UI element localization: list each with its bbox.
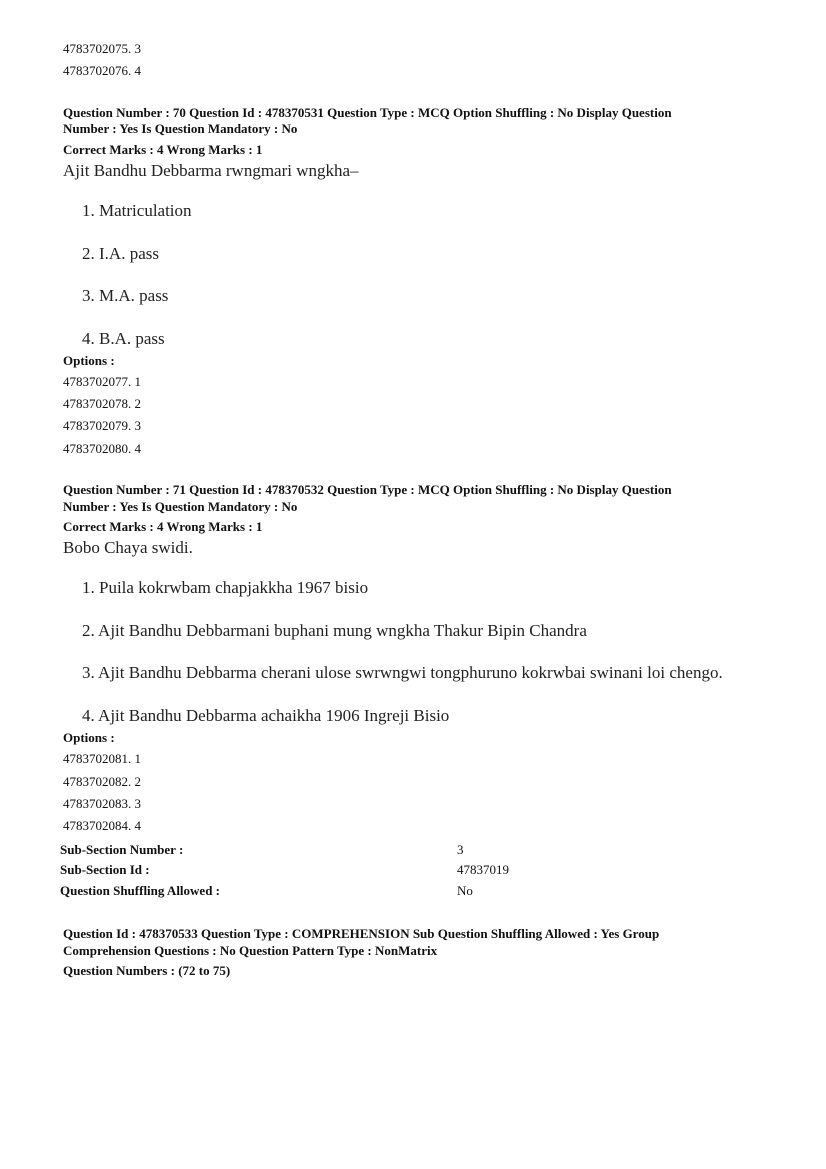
question-text: Bobo Chaya swidi. <box>63 538 193 557</box>
question-shuffling-value: No <box>457 883 473 898</box>
option-row: 4783702079. 3 <box>63 418 141 433</box>
answer-choice: 4. Ajit Bandhu Debbarma achaikha 1906 Ingreji Bisio <box>82 706 450 725</box>
answer-choice: 1. Matriculation <box>82 201 192 220</box>
question-text: Ajit Bandhu Debbarma rwngmari wngkha– <box>63 161 359 180</box>
question-header-line2: Number : Yes Is Question Mandatory : No <box>63 121 298 136</box>
option-row: 4783702075. 3 <box>63 41 141 56</box>
comprehension-question-numbers: Question Numbers : (72 to 75) <box>63 963 231 978</box>
question-marks: Correct Marks : 4 Wrong Marks : 1 <box>63 142 263 157</box>
answer-choice: 4. B.A. pass <box>82 329 165 348</box>
option-row: 4783702076. 4 <box>63 63 141 78</box>
comprehension-line2: Comprehension Questions : No Question Pattern Type : NonMatrix <box>63 943 438 958</box>
answer-choice: 3. M.A. pass <box>82 286 169 305</box>
answer-choice: 1. Puila kokrwbam chapjakkha 1967 bisio <box>82 578 369 597</box>
question-header-line1: Question Number : 70 Question Id : 478370531 Question Type : MCQ Option Shuffling : No Display Question <box>63 105 672 120</box>
option-row: 4783702084. 4 <box>63 818 141 833</box>
subsection-id-value: 47837019 <box>457 862 509 877</box>
question-marks: Correct Marks : 4 Wrong Marks : 1 <box>63 519 263 534</box>
question-header-line1: Question Number : 71 Question Id : 478370532 Question Type : MCQ Option Shuffling : No Display Question <box>63 482 672 497</box>
subsection-id-label: Sub-Section Id : <box>60 862 150 877</box>
question-header-line2: Number : Yes Is Question Mandatory : No <box>63 499 298 514</box>
answer-choice: 2. I.A. pass <box>82 244 159 263</box>
question-shuffling-label: Question Shuffling Allowed : <box>60 883 221 898</box>
options-label: Options : <box>63 353 115 368</box>
option-row: 4783702077. 1 <box>63 374 141 389</box>
option-row: 4783702083. 3 <box>63 796 141 811</box>
answer-choice: 3. Ajit Bandhu Debbarma cherani ulose swrwngwi tongphuruno kokrwbai swinani loi chengo. <box>82 663 723 682</box>
option-row: 4783702080. 4 <box>63 441 141 456</box>
answer-choice: 2. Ajit Bandhu Debbarmani buphani mung wngkha Thakur Bipin Chandra <box>82 621 587 640</box>
option-row: 4783702082. 2 <box>63 774 141 789</box>
subsection-number-label: Sub-Section Number : <box>60 842 184 857</box>
option-row: 4783702081. 1 <box>63 751 141 766</box>
options-label: Options : <box>63 730 115 745</box>
comprehension-line1: Question Id : 478370533 Question Type : COMPREHENSION Sub Question Shuffling Allowed : Yes Group <box>63 926 660 941</box>
option-row: 4783702078. 2 <box>63 396 141 411</box>
subsection-number-value: 3 <box>457 842 464 857</box>
